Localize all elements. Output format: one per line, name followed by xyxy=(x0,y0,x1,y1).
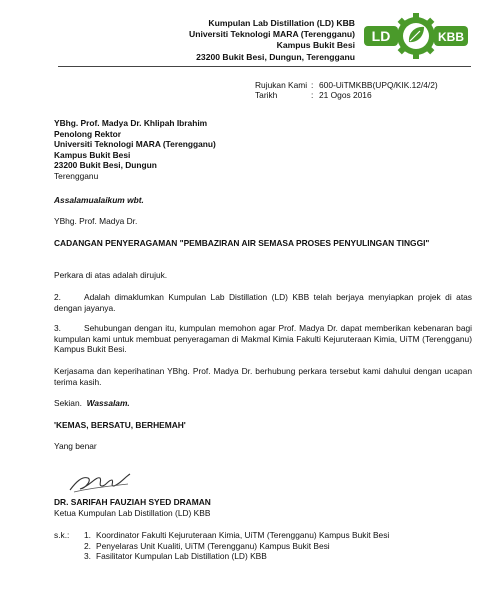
paragraph-2 xyxy=(54,292,472,313)
letterhead-line: Universiti Teknologi MARA (Terengganu) xyxy=(189,29,355,40)
cc-number: 1. xyxy=(84,530,91,540)
letterhead-line: Kumpulan Lab Distillation (LD) KBB xyxy=(208,18,355,28)
signature-image xyxy=(66,462,136,498)
date-colon: : xyxy=(311,90,314,101)
paragraph-3 xyxy=(54,323,472,355)
letterhead-line: 23200 Bukit Besi, Dungun, Terengganu xyxy=(196,51,355,62)
cc-label: s.k.: xyxy=(54,530,70,540)
ld-kbb-logo xyxy=(362,12,470,60)
ref-value: 600-UiTMKBB(UPQ/KIK.12/4/2) xyxy=(319,80,438,90)
subject-line: CADANGAN PENYERAGAMAN "PEMBAZIRAN AIR SEMASA PROSES PENYULINGAN TINGGI" xyxy=(54,238,430,248)
recipient-line: Universiti Teknologi MARA (Terengganu) xyxy=(54,139,216,150)
letterhead-address xyxy=(189,18,355,63)
sign-off xyxy=(54,398,472,409)
logo-text-left: LD xyxy=(371,28,391,44)
signatory-name: DR. SARIFAH FAUZIAH SYED DRAMAN xyxy=(54,497,211,507)
greeting: Assalamualaikum wbt. xyxy=(54,195,144,205)
cc-text: Koordinator Fakulti Kejuruteraan Kimia, UiTM (Terengganu) Kampus Bukit Besi xyxy=(96,530,390,540)
signatory-title: Ketua Kumpulan Lab Distillation (LD) KBB xyxy=(54,508,211,518)
recipient-line: Penolong Rektor xyxy=(54,128,122,139)
date-label: Tarikh xyxy=(255,90,278,101)
recipient-state: Terengganu xyxy=(54,170,99,181)
date-row xyxy=(255,90,438,100)
reference-row xyxy=(255,80,438,90)
reference-block xyxy=(255,80,438,101)
cc-number: 2. xyxy=(84,540,91,551)
cc-text: Penyelaras Unit Kualiti, UiTM (Terengganu) Kampus Bukit Besi xyxy=(96,540,330,551)
motto: 'KEMAS, BERSATU, BERHEMAH' xyxy=(54,420,186,430)
salutation: YBhg. Prof. Madya Dr. xyxy=(54,216,138,226)
paragraph-number: 3. xyxy=(54,323,61,333)
cc-item xyxy=(54,541,472,552)
paragraph-text: Sehubungan dengan itu, kumpulan memohon agar Prof. Madya Dr. dapat memberikan kebenaran bagi kumpulan kami untuk membuat penyeragaman di Makmal Kimia Fakulti Kejuruteraan Kimia, UiTM (Terengganu) Kampus Bukit Besi. xyxy=(54,323,472,355)
wassalam-text: Wassalam. xyxy=(86,398,130,408)
recipient-line: Kampus Bukit Besi xyxy=(54,149,131,160)
recipient-address xyxy=(54,118,216,182)
paragraph-number: 2. xyxy=(54,292,61,302)
ref-colon: : xyxy=(311,80,314,90)
header-divider xyxy=(58,66,471,67)
cc-item xyxy=(54,551,472,562)
yang-benar: Yang benar xyxy=(54,441,97,451)
cc-number: 3. xyxy=(84,551,91,562)
paragraph-text: Adalah dimaklumkan Kumpulan Lab Distillation (LD) KBB telah berjaya menyiapkan projek di atas dengan jayanya. xyxy=(54,292,472,313)
sekian-text: Sekian. xyxy=(54,398,82,408)
logo-text-right: KBB xyxy=(438,30,464,44)
intro-paragraph: Perkara di atas adalah dirujuk. xyxy=(54,270,168,280)
cc-item xyxy=(54,530,472,541)
letterhead-line: Kampus Bukit Besi xyxy=(276,40,355,51)
date-value: 21 Ogos 2016 xyxy=(319,90,372,101)
ref-label: Rujukan Kami xyxy=(255,80,308,90)
gear-icon xyxy=(393,13,439,59)
recipient-line: YBhg. Prof. Madya Dr. Khlipah Ibrahim xyxy=(54,118,208,128)
recipient-line: 23200 Bukit Besi, Dungun xyxy=(54,160,157,171)
cc-text: Fasilitator Kumpulan Lab Distillation (LD) KBB xyxy=(96,551,267,562)
cc-list xyxy=(54,530,472,562)
closing-paragraph: Kerjasama dan keperihatinan YBhg. Prof. Madya Dr. berhubung perkara tersebut kami dahului dengan ucapan terima kasih. xyxy=(54,366,472,387)
